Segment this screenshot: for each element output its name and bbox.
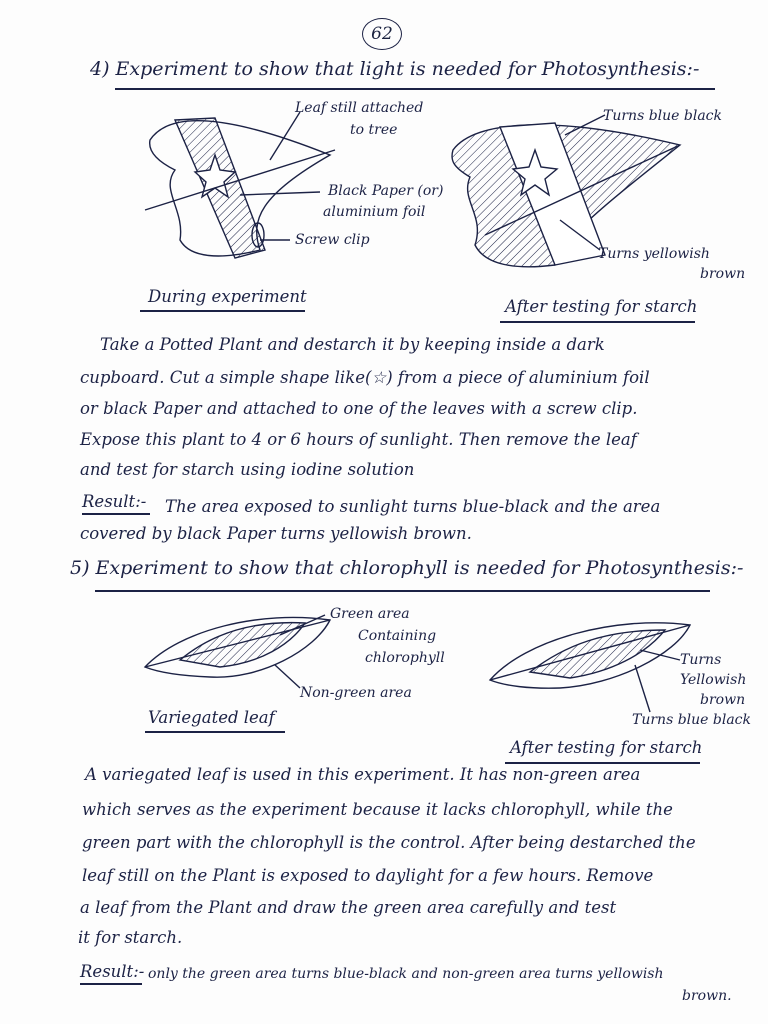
label-turns-blueblack-2: Turns blue black [632, 712, 751, 728]
section-5-line-1: A variegated leaf is used in this experiment. It has non-green area [85, 765, 641, 784]
caption-after-2-underline [505, 762, 700, 764]
section-5-result-underline [80, 983, 142, 985]
label-screw-clip: Screw clip [295, 232, 370, 248]
section-5-result-line-2: brown. [682, 988, 732, 1004]
label-brown-2: brown [700, 692, 746, 708]
caption-after-testing: After testing for starch [505, 297, 698, 316]
section-4-result-line-1: The area exposed to sunlight turns blue-black and the area [165, 497, 661, 516]
section-4-line-4: Expose this plant to 4 or 6 hours of sunlight. Then remove the leaf [80, 430, 637, 449]
caption-after-underline [500, 321, 695, 323]
label-aluminium-foil: aluminium foil [323, 204, 426, 220]
section-4-line-1: Take a Potted Plant and destarch it by keeping inside a dark [100, 335, 605, 354]
caption-variegated-underline [145, 731, 285, 733]
section-5-heading: 5) Experiment to show that chlorophyll is needed for Photosynthesis:- [70, 557, 744, 579]
label-black-paper: Black Paper (or) [328, 183, 444, 199]
section-5-heading-underline [95, 590, 710, 592]
section-4-heading-underline [115, 88, 715, 90]
label-non-green-area: Non-green area [300, 685, 412, 701]
label-containing: Containing [358, 628, 437, 644]
section-4-line-5: and test for starch using iodine solution [80, 460, 415, 479]
label-turns: Turns [680, 652, 722, 668]
section-4-result-line-2: covered by black Paper turns yellowish brown. [80, 524, 472, 543]
label-turns-blueblack: Turns blue black [603, 108, 722, 124]
caption-variegated-leaf: Variegated leaf [148, 708, 275, 727]
section-4-line-2: cupboard. Cut a simple shape like(☆) from a piece of aluminium foil [80, 368, 650, 387]
label-brown: brown [700, 266, 746, 282]
section-5-line-3: green part with the chlorophyll is the control. After being destarched the [82, 833, 696, 852]
label-green-area: Green area [330, 606, 410, 622]
section-5-line-4: leaf still on the Plant is exposed to daylight for a few hours. Remove [82, 866, 654, 885]
caption-during-underline [140, 310, 305, 312]
section-4-result-label: Result:- [82, 492, 147, 511]
section-4-line-3: or black Paper and attached to one of the leaves with a screw clip. [80, 399, 638, 418]
section-5-result-line-1: only the green area turns blue-black and non-green area turns yellowish [148, 966, 664, 982]
section-5-line-6: it for starch. [78, 928, 183, 947]
section-5-result-label: Result:- [80, 962, 145, 981]
page-number: 62 [362, 18, 402, 50]
diagram-2-pointer-lines [560, 110, 640, 260]
section-5-line-5: a leaf from the Plant and draw the green area carefully and test [80, 898, 617, 917]
caption-during-experiment: During experiment [148, 287, 307, 306]
section-4-heading: 4) Experiment to show that light is needed for Photosynthesis:- [90, 58, 700, 80]
label-turns-yellowish: Turns yellowish [598, 246, 710, 262]
section-4-result-underline [82, 513, 150, 515]
section-5-line-2: which serves as the experiment because it lacks chlorophyll, while the [82, 800, 673, 819]
label-to-tree: to tree [350, 122, 398, 138]
caption-after-testing-2: After testing for starch [510, 738, 703, 757]
label-yellowish: Yellowish [680, 672, 747, 688]
label-chlorophyll: chlorophyll [365, 650, 445, 666]
label-leaf-attached: Leaf still attached [295, 100, 424, 116]
